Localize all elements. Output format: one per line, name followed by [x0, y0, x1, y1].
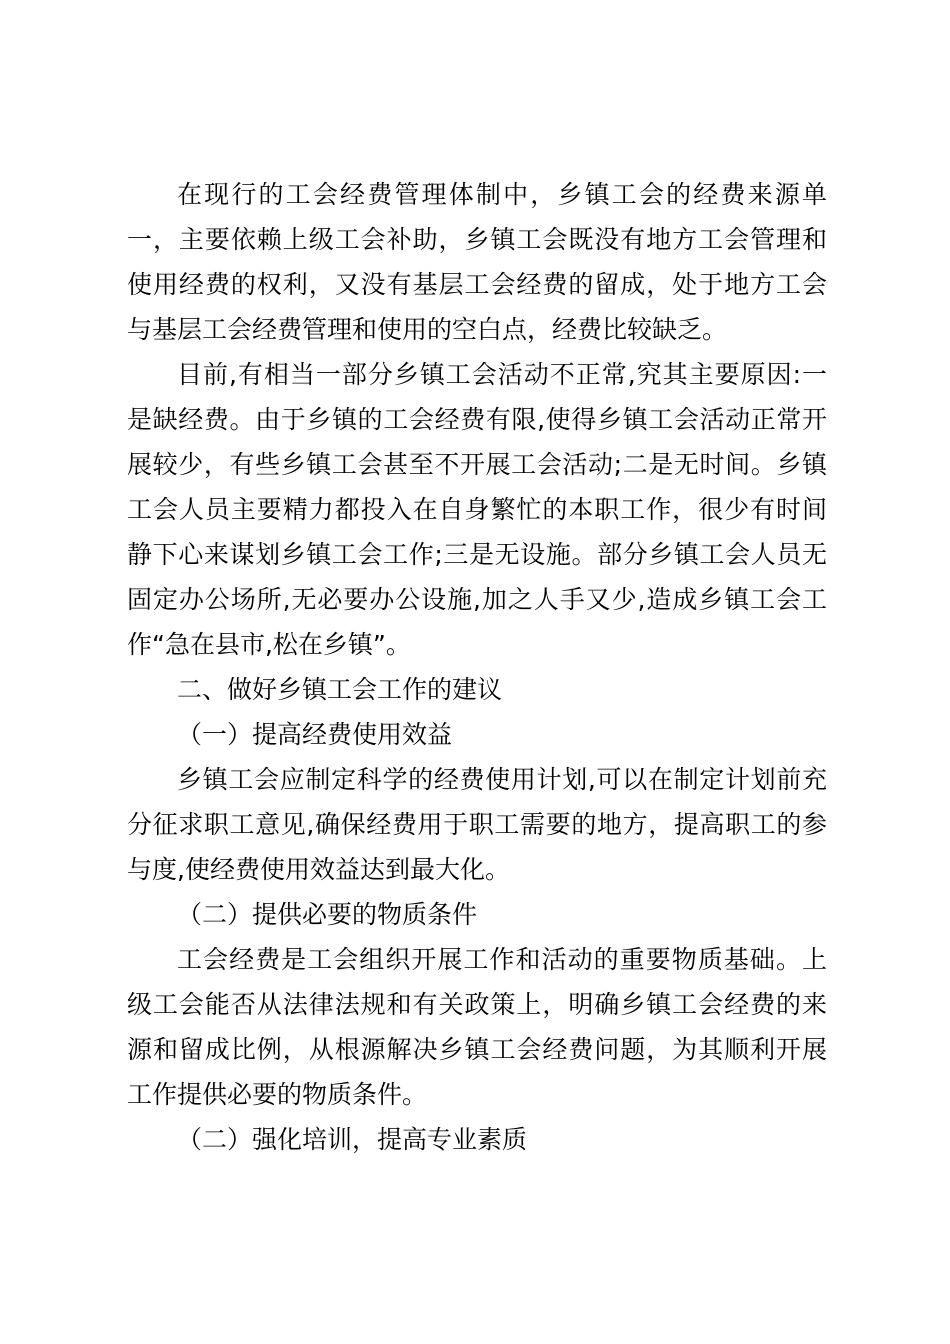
text-line: 分征求职工意见,确保经费用于职工需要的地方，提高职工的参	[127, 810, 827, 839]
text-line: 固定办公场所,无必要办公设施,加之人手又少,造成乡镇工会工	[127, 585, 827, 614]
paragraph-fund-plan	[127, 757, 827, 892]
text-line: 作“急在县市,松在乡镇”。	[127, 630, 411, 659]
section-heading-suggestions	[127, 667, 827, 712]
text-line: 在现行的工会经费管理体制中，乡镇工会的经费来源单	[177, 180, 827, 209]
text-line: 是缺经费。由于乡镇的工会经费有限,使得乡镇工会活动正常开	[127, 405, 827, 434]
text-line: 源和留成比例，从根源解决乡镇工会经费问题，为其顺利开展	[127, 1035, 827, 1064]
text-line: 工会经费是工会组织开展工作和活动的重要物质基础。上	[177, 945, 827, 974]
heading-text: （二）强化培训，提高专业素质	[177, 1125, 528, 1154]
text-line: 工作提供必要的物质条件。	[127, 1080, 428, 1109]
document-body	[127, 172, 827, 1162]
text-line: 与度,使经费使用效益达到最大化。	[127, 855, 510, 884]
text-line: 一，主要依赖上级工会补助，乡镇工会既没有地方工会管理和	[127, 225, 827, 254]
text-line: 目前,有相当一部分乡镇工会活动不正常,究其主要原因:一	[177, 360, 827, 389]
subheading-material-conditions	[127, 892, 827, 937]
heading-text: （二）提供必要的物质条件	[177, 900, 478, 929]
text-line: 工会人员主要精力都投入在自身繁忙的本职工作，很少有时间	[127, 495, 827, 524]
subheading-fund-efficiency	[127, 712, 827, 757]
text-line: 使用经费的权利，又没有基层工会经费的留成，处于地方工会	[127, 270, 827, 299]
paragraph-current-problems	[127, 352, 827, 667]
paragraph-funding-system	[127, 172, 827, 352]
text-line: 与基层工会经费管理和使用的空白点，经费比较缺乏。	[127, 315, 728, 344]
paragraph-material-basis	[127, 937, 827, 1117]
text-line: 级工会能否从法律法规和有关政策上，明确乡镇工会经费的来	[127, 990, 827, 1019]
text-line: 展较少，有些乡镇工会甚至不开展工会活动;二是无时间。乡镇	[127, 450, 827, 479]
heading-text: （一）提高经费使用效益	[177, 720, 453, 749]
text-line: 静下心来谋划乡镇工会工作;三是无设施。部分乡镇工会人员无	[127, 540, 827, 569]
subheading-training	[127, 1117, 827, 1162]
text-line: 乡镇工会应制定科学的经费使用计划,可以在制定计划前充	[177, 765, 827, 794]
heading-text: 二、做好乡镇工会工作的建议	[177, 675, 503, 704]
